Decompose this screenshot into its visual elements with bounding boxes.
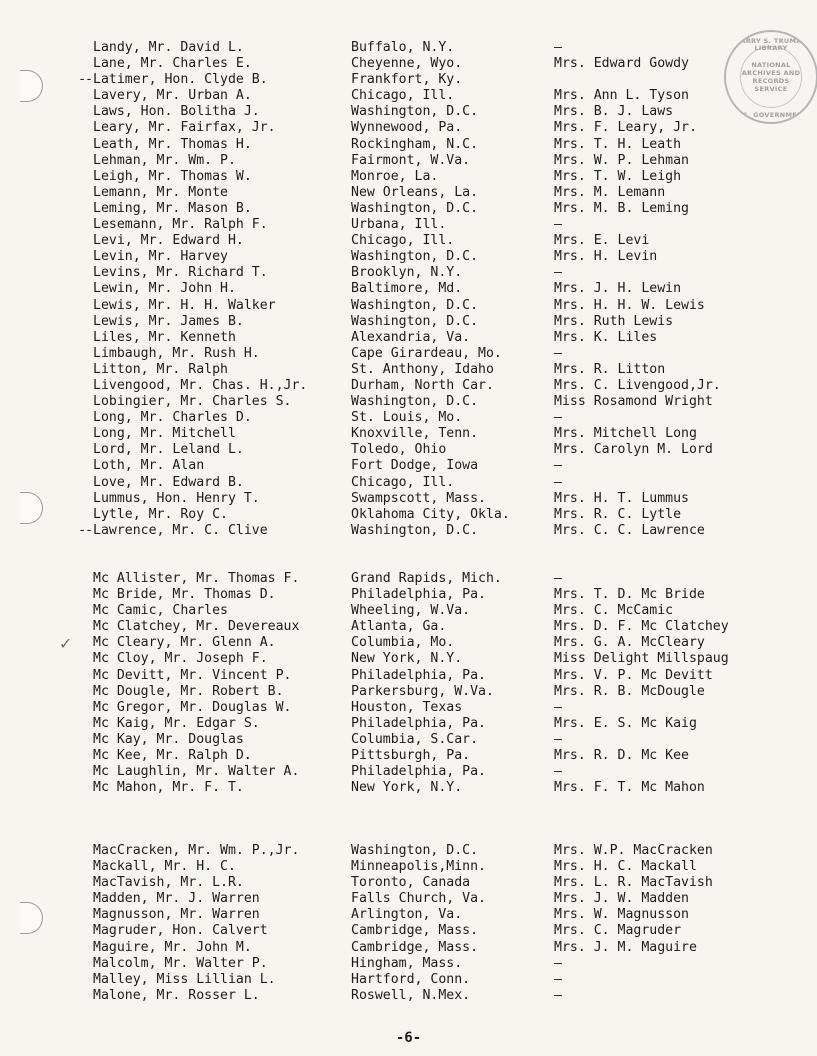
guest-city: Washington, D.C.	[351, 200, 479, 216]
spouse-name: Mrs. E. Levi	[554, 233, 650, 249]
guest-name: Litton, Mr. Ralph	[93, 361, 228, 377]
guest-city: Cape Girardeau, Mo.	[351, 345, 502, 361]
guest-city: Chicago, Ill.	[351, 474, 455, 490]
list-item	[0, 410, 817, 426]
spouse-name: Mrs. B. J. Laws	[554, 104, 674, 120]
list-item	[0, 249, 817, 265]
list-item	[0, 619, 817, 635]
spouse-name: —	[554, 410, 562, 426]
guest-city: New York, N.Y.	[351, 780, 463, 796]
guest-name: Mc Allister, Mr. Thomas F.	[93, 571, 300, 586]
guest-name: Leath, Mr. Thomas H.	[93, 136, 252, 152]
spouse-name: Mrs. G. A. McCleary	[554, 635, 705, 651]
list-item	[0, 891, 817, 907]
guest-name: Mc Cloy, Mr. Joseph F.	[93, 651, 268, 667]
guest-city: Toronto, Canada	[351, 875, 471, 891]
guest-city: Minneapolis,Minn.	[351, 859, 486, 875]
guest-name: Mc Kay, Mr. Douglas	[93, 731, 244, 747]
guest-city: Swampscott, Mass.	[351, 490, 486, 506]
spouse-name: Mrs. W. P. Lehman	[554, 152, 689, 168]
spouse-name: Mrs. W. Magnusson	[554, 907, 689, 923]
guest-city: Washington, D.C.	[351, 522, 479, 538]
guest-city: Philadelphia, Pa.	[351, 764, 486, 780]
list-item	[0, 603, 817, 619]
guest-name: Livengood, Mr. Chas. H.,Jr.	[93, 377, 308, 393]
list-item	[0, 120, 817, 136]
list-item	[0, 169, 817, 185]
list-item	[0, 716, 817, 732]
spouse-name: Mrs. F. T. Mc Mahon	[554, 780, 705, 796]
guest-city: Cheyenne, Wyo.	[351, 56, 463, 72]
guest-city: Parkersburg, W.Va.	[351, 683, 494, 699]
guest-name: Levins, Mr. Richard T.	[93, 265, 268, 281]
spouse-name: Mrs. H. Levin	[554, 249, 658, 265]
stamp-line: SERVICE	[754, 85, 788, 93]
list-item	[0, 69, 817, 88]
list-item	[0, 780, 817, 796]
guest-city: Oklahoma City, Okla.	[351, 506, 510, 522]
spouse-name: Mrs. J. H. Lewin	[554, 281, 682, 297]
stamp-line: RECORDS	[752, 77, 790, 85]
spouse-name: Mrs. V. P. Mc Devitt	[554, 667, 713, 683]
spouse-name: Mrs. R. C. Lytle	[554, 506, 682, 522]
spouse-name: —	[554, 955, 562, 971]
list-item	[0, 475, 817, 491]
guest-name: Loth, Mr. Alan	[93, 458, 205, 474]
revision-mark: --	[78, 72, 92, 88]
list-item	[0, 233, 817, 249]
spouse-name: —	[554, 217, 562, 233]
spouse-name: Mrs. H. C. Mackall	[554, 859, 697, 875]
list-item	[0, 523, 817, 539]
guest-city: Philadelphia, Pa.	[351, 715, 486, 731]
guest-name: Mc Dougle, Mr. Robert B.	[93, 683, 284, 699]
stamp-ring-text: HARRY S. TRUMAN LIBRARY	[734, 37, 808, 52]
guest-city: St. Anthony, Idaho	[351, 361, 494, 377]
spouse-name: Mrs. C. McCamic	[554, 603, 674, 619]
guest-name: Mc Cleary, Mr. Glenn A.	[93, 635, 276, 651]
list-item	[0, 764, 817, 780]
spouse-name: —	[554, 474, 562, 490]
guest-city: Monroe, La.	[351, 168, 439, 184]
list-item	[0, 988, 817, 1004]
guest-name: MacTavish, Mr. L.R.	[93, 875, 244, 891]
guest-city: Fairmont, W.Va.	[351, 152, 471, 168]
spouse-name: —	[554, 345, 562, 361]
guest-name: Long, Mr. Mitchell	[93, 426, 236, 442]
guest-city: Atlanta, Ga.	[351, 619, 447, 635]
guest-city: Columbia, S.Car.	[351, 731, 479, 747]
spouse-name: Mrs. Ann L. Tyson	[554, 88, 689, 104]
spouse-name: Mrs. M. Lemann	[554, 184, 666, 200]
guest-name: Malley, Miss Lillian L.	[93, 971, 276, 987]
guest-city: Philadelphia, Pa.	[351, 587, 486, 603]
spouse-name: Mrs. C. Magruder	[554, 923, 682, 939]
guest-city: Roswell, N.Mex.	[351, 987, 471, 1003]
guest-city: Washington, D.C.	[351, 394, 479, 410]
guest-name: Landy, Mr. David L.	[93, 40, 244, 55]
guest-name: Maguire, Mr. John M.	[93, 939, 252, 955]
guest-name: Latimer, Hon. Clyde B.	[93, 72, 268, 88]
spouse-name: Mrs. J. M. Maguire	[554, 939, 697, 955]
guest-city: Washington, D.C.	[351, 313, 479, 329]
spouse-name: Miss Delight Millspaug	[554, 651, 729, 667]
list-item	[0, 587, 817, 603]
guest-name: Mc Gregor, Mr. Douglas W.	[93, 699, 292, 715]
list-item	[0, 972, 817, 988]
guest-list-section-mac	[0, 843, 817, 1004]
guest-city: Urbana, Ill.	[351, 217, 447, 233]
list-item	[0, 56, 817, 72]
guest-name: Lehman, Mr. Wm. P.	[93, 152, 236, 168]
list-item	[0, 748, 817, 764]
guest-city: Fort Dodge, Iowa	[351, 458, 479, 474]
guest-name: Mc Kee, Mr. Ralph D.	[93, 748, 252, 764]
guest-name: Levin, Mr. Harvey	[93, 249, 228, 265]
guest-name: Lobingier, Mr. Charles S.	[93, 394, 292, 410]
spouse-name: —	[554, 265, 562, 281]
guest-city: Houston, Texas	[351, 699, 463, 715]
guest-city: Wheeling, W.Va.	[351, 603, 471, 619]
spouse-name: Mrs. M. B. Leming	[554, 200, 689, 216]
guest-name: Lane, Mr. Charles E.	[93, 56, 252, 72]
spouse-name: —	[554, 731, 562, 747]
spouse-name: Mrs. Ruth Lewis	[554, 313, 674, 329]
guest-city: Hartford, Conn.	[351, 971, 471, 987]
guest-city: Toledo, Ohio	[351, 442, 447, 458]
guest-name: Leming, Mr. Mason B.	[93, 200, 252, 216]
list-item	[0, 378, 817, 394]
list-item	[0, 298, 817, 314]
guest-list-section-mc	[0, 571, 817, 796]
guest-city: Brooklyn, N.Y.	[351, 265, 463, 281]
guest-city: Durham, North Car.	[351, 377, 494, 393]
list-item	[0, 668, 817, 684]
guest-city: Chicago, Ill.	[351, 88, 455, 104]
list-item	[0, 217, 817, 233]
guest-name: Mc Kaig, Mr. Edgar S.	[93, 715, 260, 731]
guest-name: Leary, Mr. Fairfax, Jr.	[93, 120, 276, 136]
list-item	[0, 281, 817, 297]
guest-city: Buffalo, N.Y.	[351, 40, 455, 55]
guest-city: Washington, D.C.	[351, 297, 479, 313]
guest-name: Mc Clatchey, Mr. Devereaux	[93, 619, 300, 635]
guest-city: St. Louis, Mo.	[351, 410, 463, 426]
spouse-name: Mrs. Edward Gowdy	[554, 56, 689, 72]
list-item	[0, 265, 817, 281]
spouse-name: Miss Rosamond Wright	[554, 394, 713, 410]
guest-city: Grand Rapids, Mich.	[351, 571, 502, 586]
list-item	[0, 507, 817, 523]
guest-name: Lord, Mr. Leland L.	[93, 442, 244, 458]
guest-name: MacCracken, Mr. Wm. P.,Jr.	[93, 843, 300, 858]
guest-name: Mc Mahon, Mr. F. T.	[93, 780, 244, 796]
guest-name: Leigh, Mr. Thomas W.	[93, 168, 252, 184]
guest-city: Washington, D.C.	[351, 249, 479, 265]
revision-mark: --	[78, 522, 92, 538]
spouse-name: Mrs. C. C. Lawrence	[554, 522, 705, 538]
spouse-name: Mrs. T. D. Mc Bride	[554, 587, 705, 603]
guest-city: Washington, D.C.	[351, 843, 479, 858]
list-item	[0, 491, 817, 507]
spouse-name: Mrs. D. F. Mc Clatchey	[554, 619, 729, 635]
page-number: -6-	[395, 1030, 422, 1046]
list-item	[0, 330, 817, 346]
list-item	[0, 185, 817, 201]
guest-city: Cambridge, Mass.	[351, 939, 479, 955]
list-item	[0, 426, 817, 442]
spouse-name: Mrs. L. R. MacTavish	[554, 875, 713, 891]
list-item	[0, 201, 817, 217]
guest-city: Frankfort, Ky.	[351, 72, 463, 88]
guest-city: Baltimore, Md.	[351, 281, 463, 297]
list-item	[0, 923, 817, 939]
guest-city: Columbia, Mo.	[351, 635, 455, 651]
list-item	[0, 442, 817, 458]
guest-name: Limbaugh, Mr. Rush H.	[93, 345, 260, 361]
spouse-name: —	[554, 458, 562, 474]
spouse-name: —	[554, 971, 562, 987]
list-item	[0, 875, 817, 891]
list-item	[0, 651, 817, 667]
spouse-name: Mrs. R. Litton	[554, 361, 666, 377]
guest-name: Lawrence, Mr. C. Clive	[93, 522, 268, 538]
spouse-name: Mrs. J. W. Madden	[554, 891, 689, 907]
guest-city: Rockingham, N.C.	[351, 136, 479, 152]
guest-name: Mc Devitt, Mr. Vincent P.	[93, 667, 292, 683]
list-item	[0, 684, 817, 700]
spouse-name: Mrs. H. T. Lummus	[554, 490, 689, 506]
guest-name: Lummus, Hon. Henry T.	[93, 490, 260, 506]
handwritten-check-icon: ✓	[60, 633, 71, 654]
list-item	[0, 37, 817, 56]
guest-name: Lesemann, Mr. Ralph F.	[93, 217, 268, 233]
spouse-name: Mrs. F. Leary, Jr.	[554, 120, 697, 136]
guest-name: Lytle, Mr. Roy C.	[93, 506, 228, 522]
guest-city: Hingham, Mass.	[351, 955, 463, 971]
list-item	[0, 859, 817, 875]
guest-name: Liles, Mr. Kenneth	[93, 329, 236, 345]
spouse-name: —	[554, 699, 562, 715]
list-item	[0, 104, 817, 120]
guest-name: Levi, Mr. Edward H.	[93, 233, 244, 249]
list-item	[0, 137, 817, 153]
list-item	[0, 956, 817, 972]
list-item	[0, 843, 817, 859]
guest-name: Malcolm, Mr. Walter P.	[93, 955, 268, 971]
spouse-name: Mrs. Carolyn M. Lord	[554, 442, 713, 458]
guest-name: Long, Mr. Charles D.	[93, 410, 252, 426]
guest-name: Lemann, Mr. Monte	[93, 184, 228, 200]
list-item	[0, 362, 817, 378]
guest-city: Philadelphia, Pa.	[351, 667, 486, 683]
list-item	[0, 458, 817, 474]
guest-city: Arlington, Va.	[351, 907, 463, 923]
guest-name: Laws, Hon. Bolitha J.	[93, 104, 260, 120]
guest-name: Lewis, Mr. H. H. Walker	[93, 297, 276, 313]
guest-name: Mc Bride, Mr. Thomas D.	[93, 587, 276, 603]
guest-city: Alexandria, Va.	[351, 329, 471, 345]
guest-name: Lewis, Mr. James B.	[93, 313, 244, 329]
guest-city: Pittsburgh, Pa.	[351, 748, 471, 764]
guest-city: New Orleans, La.	[351, 184, 479, 200]
spouse-name: Mrs. E. S. Mc Kaig	[554, 715, 697, 731]
spouse-name: Mrs. T. W. Leigh	[554, 168, 682, 184]
guest-city: New York, N.Y.	[351, 651, 463, 667]
list-item	[0, 394, 817, 410]
spouse-name: Mrs. R. B. McDougle	[554, 683, 705, 699]
guest-name: Malone, Mr. Rosser L.	[93, 987, 260, 1003]
guest-name: Love, Mr. Edward B.	[93, 474, 244, 490]
spouse-name: Mrs. W.P. MacCracken	[554, 843, 713, 858]
guest-city: Washington, D.C.	[351, 104, 479, 120]
guest-city: Falls Church, Va.	[351, 891, 486, 907]
guest-name: Magnusson, Mr. Warren	[93, 907, 260, 923]
spouse-name: Mrs. R. D. Mc Kee	[554, 748, 689, 764]
spouse-name: Mrs. Mitchell Long	[554, 426, 697, 442]
spouse-name: Mrs. C. Livengood,Jr.	[554, 377, 721, 393]
list-item	[0, 153, 817, 169]
stamp-line: ARCHIVES AND	[741, 69, 801, 77]
list-item	[0, 940, 817, 956]
stamp-line: NATIONAL	[751, 61, 791, 69]
guest-city: Cambridge, Mass.	[351, 923, 479, 939]
guest-city: Knoxville, Tenn.	[351, 426, 479, 442]
spouse-name: —	[554, 40, 562, 55]
guest-name: Mackall, Mr. H. C.	[93, 859, 236, 875]
list-item	[0, 732, 817, 748]
spouse-name: —	[554, 764, 562, 780]
guest-name: Magruder, Hon. Calvert	[93, 923, 268, 939]
list-item	[0, 633, 817, 654]
stamp-bottom-text: U.S. GOVERNMENT	[734, 111, 808, 119]
list-item	[0, 571, 817, 587]
spouse-name: Mrs. T. H. Leath	[554, 136, 682, 152]
list-item	[0, 314, 817, 330]
guest-name: Madden, Mr. J. Warren	[93, 891, 260, 907]
list-item	[0, 700, 817, 716]
guest-name: Lewin, Mr. John H.	[93, 281, 236, 297]
guest-city: Wynnewood, Pa.	[351, 120, 463, 136]
guest-name: Mc Camic, Charles	[93, 603, 228, 619]
list-item	[0, 346, 817, 362]
guest-city: Chicago, Ill.	[351, 233, 455, 249]
guest-name: Lavery, Mr. Urban A.	[93, 88, 252, 104]
list-item	[0, 907, 817, 923]
list-item	[0, 85, 817, 104]
spouse-name: Mrs. K. Liles	[554, 329, 658, 345]
guest-list-section-l	[0, 37, 817, 539]
guest-name: Mc Laughlin, Mr. Walter A.	[93, 764, 300, 780]
spouse-name: —	[554, 571, 562, 586]
spouse-name: —	[554, 987, 562, 1003]
spouse-name: Mrs. H. H. W. Lewis	[554, 297, 705, 313]
